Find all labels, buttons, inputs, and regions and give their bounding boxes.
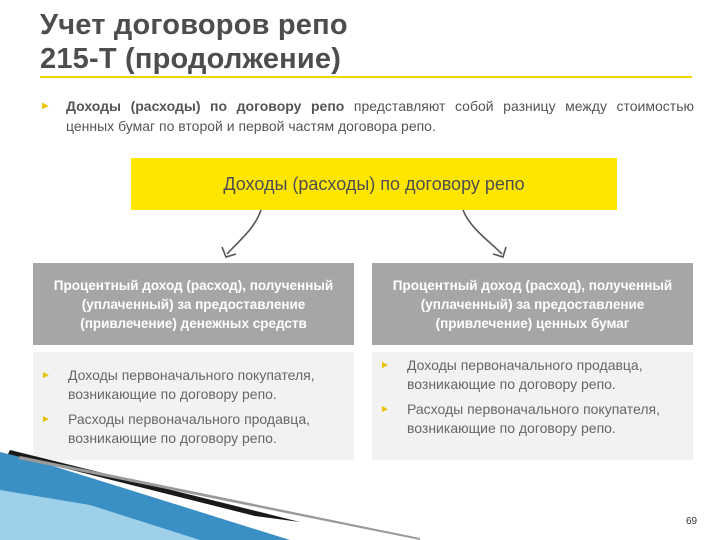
central-concept-label: Доходы (расходы) по договору репо bbox=[223, 173, 525, 194]
list-item-text: Доходы первоначального продавца, возникающие по договору репо. bbox=[407, 357, 643, 392]
right-column-header bbox=[372, 263, 693, 345]
bullet-icon: ► bbox=[380, 360, 390, 371]
right-column-header-text: Процентный доход (расход), полученный (уплаченный) за предоставление (привлечение) ценных бумаг bbox=[392, 277, 673, 331]
list-item-text: Доходы первоначального покупателя, возникающие по договору репо. bbox=[68, 367, 315, 402]
bullet-icon: ► bbox=[380, 404, 390, 415]
list-item bbox=[380, 400, 685, 438]
list-item-text: Расходы первоначального продавца, возникающие по договору репо. bbox=[68, 411, 310, 446]
slide-title-line-2: 215-Т (продолжение) bbox=[40, 43, 342, 75]
right-connector-arrow bbox=[463, 210, 502, 254]
list-item bbox=[380, 356, 685, 394]
list-item bbox=[41, 410, 346, 448]
intro-rest: представляют собой разницу между стоимостью ценных бумаг по второй и первой частям договора репо. bbox=[66, 98, 694, 134]
left-column-header bbox=[33, 263, 354, 345]
list-item-text: Расходы первоначального покупателя, возникающие по договору репо. bbox=[407, 401, 660, 436]
list-item bbox=[41, 366, 346, 404]
page-number: 69 bbox=[686, 516, 698, 527]
decorative-swoosh bbox=[0, 450, 720, 540]
bullet-icon: ► bbox=[41, 370, 51, 381]
bullet-icon: ► bbox=[41, 414, 51, 425]
right-column-body bbox=[372, 352, 693, 460]
slide-title-line-1: Учет договоров репо bbox=[40, 9, 348, 41]
intro-bold-term: Доходы (расходы) по договору репо bbox=[66, 98, 345, 114]
left-connector-arrow bbox=[227, 210, 261, 254]
bullet-icon: ► bbox=[40, 100, 51, 112]
left-column-body bbox=[33, 352, 354, 460]
left-column-header-text: Процентный доход (расход), полученный (уплаченный) за предоставление (привлечение) денежных средств bbox=[53, 277, 334, 331]
